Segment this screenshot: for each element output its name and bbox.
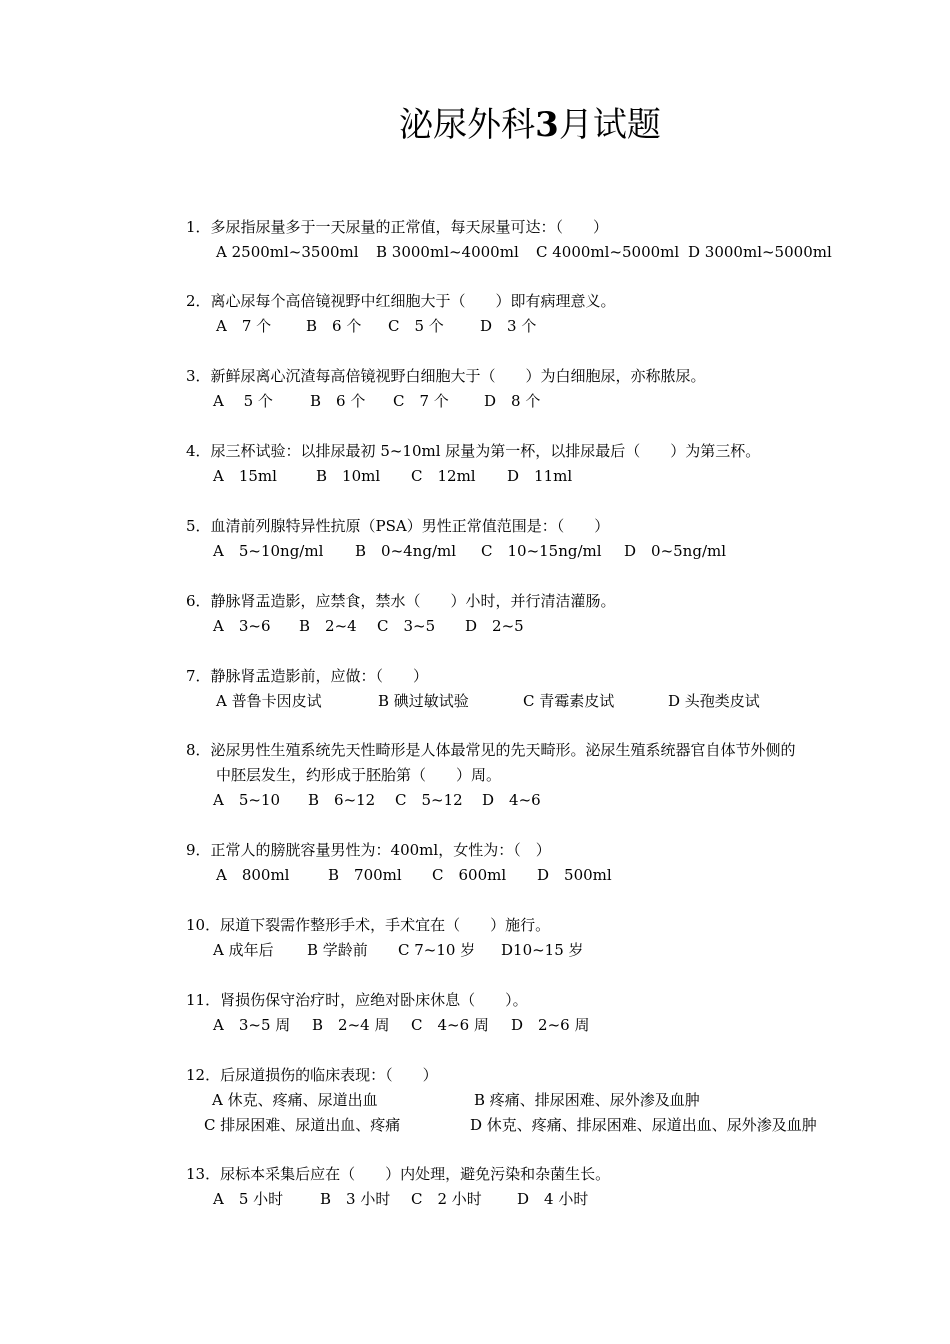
option-c: C 12ml (411, 467, 476, 485)
option-row (0, 614, 950, 639)
option-c: C 600ml (432, 866, 507, 884)
question-1 (0, 215, 950, 265)
option-a: A 5 个 (213, 392, 273, 410)
question-13 (0, 1162, 950, 1212)
question-stem: 2．离心尿每个高倍镜视野中红细胞大于（ ）即有病理意义。 (186, 292, 616, 310)
option-b: B 疼痛、排尿困难、尿外渗及血肿 (474, 1091, 700, 1109)
option-c: C 排尿困难、尿道出血、疼痛 (204, 1116, 401, 1134)
option-b: B 3000ml~4000ml (376, 243, 519, 261)
option-a: A 15ml (213, 467, 277, 485)
option-c: C 5 个 (388, 317, 444, 335)
question-stem: 13．尿标本采集后应在（ ）内处理，避免污染和杂菌生长。 (186, 1165, 611, 1183)
option-row (0, 788, 950, 813)
option-c: C 青霉素皮试 (523, 692, 615, 710)
option-row (0, 314, 950, 339)
option-d: D 2~6 周 (511, 1016, 590, 1034)
option-b: B 碘过敏试验 (378, 692, 469, 710)
option-d: D 500ml (537, 866, 612, 884)
option-b: B 6~12 (308, 791, 376, 809)
option-a: A 5~10ng/ml (213, 542, 324, 560)
option-b: B 2~4 (299, 617, 357, 635)
question-6 (0, 589, 950, 639)
option-d: D 4 小时 (517, 1190, 589, 1208)
question-10 (0, 913, 950, 963)
question-stem: 11．肾损伤保守治疗时，应绝对卧床休息（ ）。 (186, 991, 528, 1009)
option-d: D 休克、疼痛、排尿困难、尿道出血、尿外渗及血肿 (470, 1116, 817, 1134)
option-a: A 3~5 周 (213, 1016, 291, 1034)
question-stem: 7．静脉肾盂造影前，应做：（ ） (186, 667, 429, 685)
option-b: B 2~4 周 (312, 1016, 390, 1034)
option-d: D10~15 岁 (501, 941, 584, 959)
option-b: B 3 小时 (320, 1190, 391, 1208)
option-b: B 10ml (316, 467, 381, 485)
question-stem: 4．尿三杯试验：以排尿最初 5~10ml 尿量为第一杯，以排尿最后（ ）为第三杯。 (186, 442, 761, 460)
option-c: C 3~5 (377, 617, 436, 635)
question-12 (0, 1063, 950, 1138)
option-row (0, 938, 950, 963)
question-stem: 10．尿道下裂需作整形手术，手术宜在（ ）施行。 (186, 916, 551, 934)
option-c: C 2 小时 (411, 1190, 482, 1208)
option-a: A 休克、疼痛、尿道出血 (212, 1091, 378, 1109)
question-stem: 5．血清前列腺特异性抗原（PSA）男性正常值范围是：（ ） (186, 517, 610, 535)
option-a: A 7 个 (216, 317, 272, 335)
option-d: D 3000ml~5000ml (688, 243, 832, 261)
question-7 (0, 664, 950, 714)
option-c: C 4000ml~5000ml (536, 243, 680, 261)
option-a: A 5 小时 (213, 1190, 284, 1208)
title-prefix: 泌尿外科 (399, 105, 536, 145)
option-row (0, 464, 950, 489)
option-b: B 0~4ng/ml (355, 542, 457, 560)
option-row (0, 1013, 950, 1038)
option-row (0, 539, 950, 564)
option-d: D 3 个 (480, 317, 537, 335)
option-row (0, 1113, 950, 1138)
question-2 (0, 289, 950, 339)
option-d: D 0~5ng/ml (624, 542, 727, 560)
option-c: C 7~10 岁 (398, 941, 476, 959)
title-number: 3 (535, 105, 559, 145)
option-d: D 头孢类皮试 (668, 692, 760, 710)
option-a: A 800ml (216, 866, 290, 884)
option-a: A 2500ml~3500ml (216, 243, 359, 261)
option-b: B 700ml (328, 866, 402, 884)
question-stem: 12．后尿道损伤的临床表现：（ ） (186, 1066, 438, 1084)
option-d: D 11ml (507, 467, 573, 485)
option-a: A 3~6 (213, 617, 271, 635)
question-stem: 8．泌尿男性生殖系统先天性畸形是人体最常见的先天畸形。泌尿生殖系统器官自体节外侧的 (186, 741, 796, 759)
option-b: B 学龄前 (307, 941, 368, 959)
option-row (0, 389, 950, 414)
option-c: C 4~6 周 (411, 1016, 489, 1034)
option-row (0, 1187, 950, 1212)
question-stem: 6．静脉肾盂造影，应禁食，禁水（ ）小时，并行清洁灌肠。 (186, 592, 616, 610)
option-a: A 普鲁卡因皮试 (216, 692, 322, 710)
question-5 (0, 514, 950, 564)
option-row (0, 240, 950, 265)
option-a: A 5~10 (213, 791, 281, 809)
option-d: D 4~6 (482, 791, 541, 809)
option-c: C 7 个 (393, 392, 449, 410)
question-9 (0, 838, 950, 888)
option-c: C 5~12 (395, 791, 463, 809)
question-11 (0, 988, 950, 1038)
option-row (0, 689, 950, 714)
option-b: B 6 个 (310, 392, 366, 410)
question-4 (0, 439, 950, 489)
option-c: C 10~15ng/ml (481, 542, 602, 560)
question-3 (0, 364, 950, 414)
title-suffix: 月试题 (558, 105, 661, 145)
option-d: D 8 个 (484, 392, 541, 410)
option-a: A 成年后 (213, 941, 274, 959)
option-b: B 6 个 (306, 317, 362, 335)
option-d: D 2~5 (465, 617, 524, 635)
question-stem: 3．新鲜尿离心沉渣每高倍镜视野白细胞大于（ ）为白细胞尿，亦称脓尿。 (186, 367, 706, 385)
question-stem: 1．多尿指尿量多于一天尿量的正常值，每天尿量可达：（ ） (186, 218, 609, 236)
page-title (0, 100, 950, 150)
question-stem: 9．正常人的膀胱容量男性为：400ml，女性为：（ ） (186, 841, 551, 859)
option-row (0, 1088, 950, 1113)
question-8 (0, 738, 950, 813)
option-row (0, 863, 950, 888)
question-stem-continued: 中胚层发生，约形成于胚胎第（ ）周。 (216, 766, 502, 784)
